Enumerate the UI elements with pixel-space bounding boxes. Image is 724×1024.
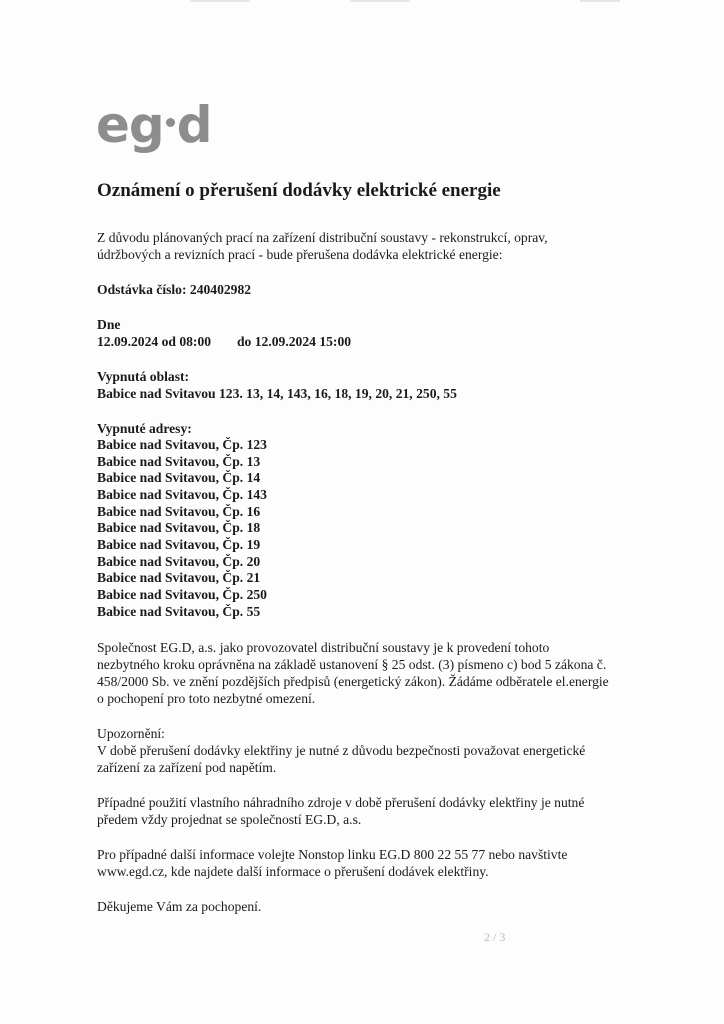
outage-number: Odstávka číslo: 240402982 [97,281,252,297]
notice-body [97,180,637,915]
warning-label: Upozornění: [97,725,165,741]
address-item: Babice nad Svitavou, Čp. 21 [97,570,261,586]
contact-paragraph [97,846,637,880]
legal-line-3: 458/2000 Sb. ve znění pozdějších předpisů (energetický zákon). Žádáme odběratele el.energie [97,673,609,689]
date-from: 12.09.2024 od 08:00 [97,333,212,349]
date-label: Dne [97,316,121,332]
address-item: Babice nad Svitavou, Čp. 20 [97,553,261,569]
address-item: Babice nad Svitavou, Čp. 143 [97,486,267,502]
intro-paragraph [97,229,637,263]
address-item: Babice nad Svitavou, Čp. 55 [97,603,261,619]
warning-line-1: V době přerušení dodávky elektřiny je nutné z důvodu bezpečnosti považovat energetické [97,742,586,758]
page-number: 2 / 3 [484,930,506,944]
warning-line-2: zařízení za zařízení pod napětím. [97,759,277,775]
backup-line-1: Případné použití vlastního náhradního zdroje v době přerušení dodávky elektřiny je nutné [97,794,585,810]
affected-addresses-block [97,420,637,621]
address-item: Babice nad Svitavou, Čp. 18 [97,520,261,536]
intro-line-1: Z důvodu plánovaných prací na zařízení distribuční soustavy - rekonstrukcí, oprav, [97,229,548,245]
address-item: Babice nad Svitavou, Čp. 16 [97,503,261,519]
backup-line-2: předem vždy projednat se společností EG.D, a.s. [97,811,362,827]
thanks-text: Děkujeme Vám za pochopení. [97,898,262,914]
notice-title: Oznámení o přerušení dodávky elektrické energie [97,180,501,201]
address-list [97,437,637,621]
egd-logo [96,96,212,154]
area-value: Babice nad Svitavou 123. 13, 14, 143, 16, 18, 19, 20, 21, 250, 55 [97,385,457,401]
backup-source-paragraph [97,794,637,828]
logo-text-part2: d [176,96,212,154]
scan-artifact [350,0,410,2]
address-item: Babice nad Svitavou, Čp. 14 [97,470,261,486]
address-item: Babice nad Svitavou, Čp. 123 [97,436,267,452]
info-line-2: www.egd.cz, kde najdete další informace o přerušení dodávek elektřiny. [97,863,489,879]
scan-artifact [580,0,620,2]
legal-paragraph [97,639,637,707]
logo-text-part1: eg [96,96,164,154]
addresses-label: Vypnuté adresy: [97,420,192,436]
date-range [97,333,637,350]
date-to: do 12.09.2024 15:00 [237,333,352,349]
address-item: Babice nad Svitavou, Čp. 13 [97,453,261,469]
area-label: Vypnutá oblast: [97,368,190,384]
warning-paragraph [97,725,637,776]
intro-line-2: údržbových a revizních prací - bude přerušena dodávka elektrické energie: [97,246,503,262]
legal-line-1: Společnost EG.D, a.s. jako provozovatel distribuční soustavy je k provedení tohoto [97,639,550,655]
legal-line-2: nezbytného kroku oprávněna na základě ustanovení § 25 odst. (3) písmeno c) bod 5 zákona č. [97,656,607,672]
scan-artifact [190,0,250,2]
address-item: Babice nad Svitavou, Čp. 250 [97,587,267,603]
legal-line-4: o pochopení pro toto nezbytné omezení. [97,690,316,706]
outage-date-block [97,316,637,350]
affected-area-block [97,368,637,402]
info-line-1: Pro případné další informace volejte Nonstop linku EG.D 800 22 55 77 nebo navštivte [97,846,568,862]
address-item: Babice nad Svitavou, Čp. 19 [97,537,261,553]
logo-dot-icon [166,118,175,127]
